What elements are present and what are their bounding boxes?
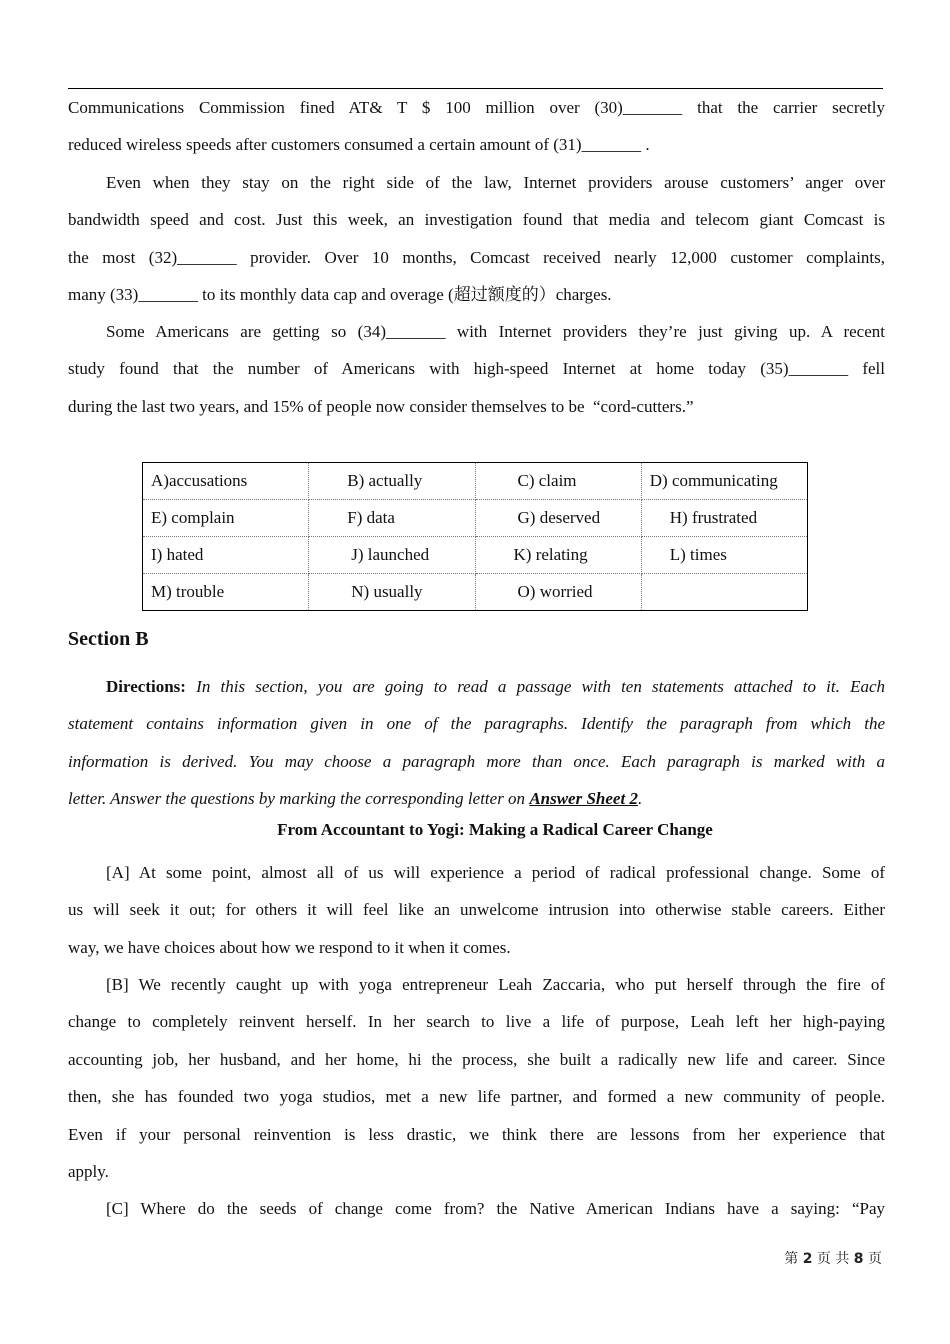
table-row bbox=[143, 574, 808, 611]
text-line: accounting job, her husband, and her home, hi the process, she built a radically new life and career. Since bbox=[68, 1049, 885, 1069]
option-cell: H) frustrated bbox=[641, 500, 807, 537]
option-cell: L) times bbox=[641, 537, 807, 574]
paragraph-cord-cutters bbox=[68, 313, 885, 425]
text-line: [B] We recently caught up with yoga entrepreneur Leah Zaccaria, who put herself through the fire of bbox=[106, 975, 885, 994]
option-cell: F) data bbox=[309, 500, 475, 537]
option-cell: I) hated bbox=[143, 537, 309, 574]
option-cell: N) usually bbox=[309, 574, 475, 611]
section-title: Section B bbox=[68, 628, 149, 650]
text-line: Communications Commission fined AT& T $ 100 million over (30)_______ that the carrier secretly bbox=[68, 98, 885, 117]
text-line: [A] At some point, almost all of us will experience a period of radical professional change. Some of bbox=[106, 863, 885, 882]
paragraph-c bbox=[68, 1190, 885, 1227]
text-line: Even when they stay on the right side of the law, Internet providers arouse customers’ anger over bbox=[106, 173, 885, 192]
option-cell: B) actually bbox=[309, 463, 475, 500]
page-number: 2 bbox=[802, 1251, 813, 1267]
text-line: apply. bbox=[68, 1162, 109, 1182]
directions-label: Directions: bbox=[106, 677, 186, 696]
option-cell: K) relating bbox=[475, 537, 641, 574]
article-title: From Accountant to Yogi: Making a Radical Career Change bbox=[277, 820, 713, 839]
directions-paragraph bbox=[68, 668, 885, 818]
text-line: way, we have choices about how we respond to it when it comes. bbox=[68, 937, 511, 957]
text-line: reduced wireless speeds after customers consumed a certain amount of (31)_______ . bbox=[68, 135, 650, 155]
option-cell: A)accusations bbox=[143, 463, 309, 500]
page-footer bbox=[784, 1248, 882, 1268]
table-row bbox=[143, 463, 808, 500]
text-line: us will seek it out; for others it will feel like an unwelcome intrusion into otherwise stable careers. Either bbox=[68, 900, 885, 920]
paragraph-b bbox=[68, 966, 885, 1190]
text-line: many (33)_______ to its monthly data cap and overage (超过额度的）charges. bbox=[68, 285, 612, 305]
text-line: study found that the number of Americans with high-speed Internet at home today (35)_______ fell bbox=[68, 359, 885, 379]
text-line: Even if your personal reinvention is less drastic, we think there are lessons from her experience that bbox=[68, 1124, 885, 1144]
footer-prefix: 第 bbox=[784, 1251, 799, 1267]
option-cell: D) communicating bbox=[641, 463, 807, 500]
text-line: then, she has founded two yoga studios, met a new life partner, and formed a new community of people. bbox=[68, 1087, 885, 1107]
option-cell bbox=[641, 574, 807, 611]
text-line: Some Americans are getting so (34)_______ with Internet providers they’re just giving up. A recent bbox=[106, 322, 885, 341]
directions-text: In this section, you are going to read a passage with ten statements attached to it. Each bbox=[196, 677, 885, 696]
option-cell: O) worried bbox=[475, 574, 641, 611]
paragraph-continued bbox=[68, 89, 885, 164]
text-line: change to completely reinvent herself. In her search to live a life of purpose, Leah left her high-paying bbox=[68, 1012, 885, 1032]
option-cell: M) trouble bbox=[143, 574, 309, 611]
footer-middle: 页 共 bbox=[816, 1251, 850, 1267]
text-line: bandwidth speed and cost. Just this week, an investigation found that media and telecom giant Comcast is bbox=[68, 210, 885, 230]
table-row bbox=[143, 537, 808, 574]
paragraph-a bbox=[68, 854, 885, 966]
text-line: during the last two years, and 15% of people now consider themselves to be “cord-cutters.” bbox=[68, 396, 694, 416]
table-row bbox=[143, 500, 808, 537]
directions-text: information is derived. You may choose a paragraph more than once. Each paragraph is marked with a bbox=[68, 751, 885, 771]
text-line: [C] Where do the seeds of change come from? the Native American Indians have a saying: “Pay bbox=[106, 1199, 885, 1218]
footer-suffix: 页 bbox=[868, 1251, 882, 1267]
paragraph-comcast bbox=[68, 164, 885, 314]
option-cell: C) claim bbox=[475, 463, 641, 500]
answer-sheet-reference: Answer Sheet 2 bbox=[529, 789, 638, 809]
option-cell: G) deserved bbox=[475, 500, 641, 537]
period: . bbox=[637, 789, 643, 809]
page-total: 8 bbox=[853, 1251, 864, 1267]
option-cell: J) launched bbox=[309, 537, 475, 574]
directions-text: statement contains information given in one of the paragraphs. Identify the paragraph from which the bbox=[68, 714, 885, 734]
option-cell: E) complain bbox=[143, 500, 309, 537]
directions-text: letter. Answer the questions by marking the corresponding letter on bbox=[68, 789, 526, 809]
word-bank-table bbox=[142, 462, 808, 611]
text-line: the most (32)_______ provider. Over 10 months, Comcast received nearly 12,000 customer complaints, bbox=[68, 247, 885, 267]
